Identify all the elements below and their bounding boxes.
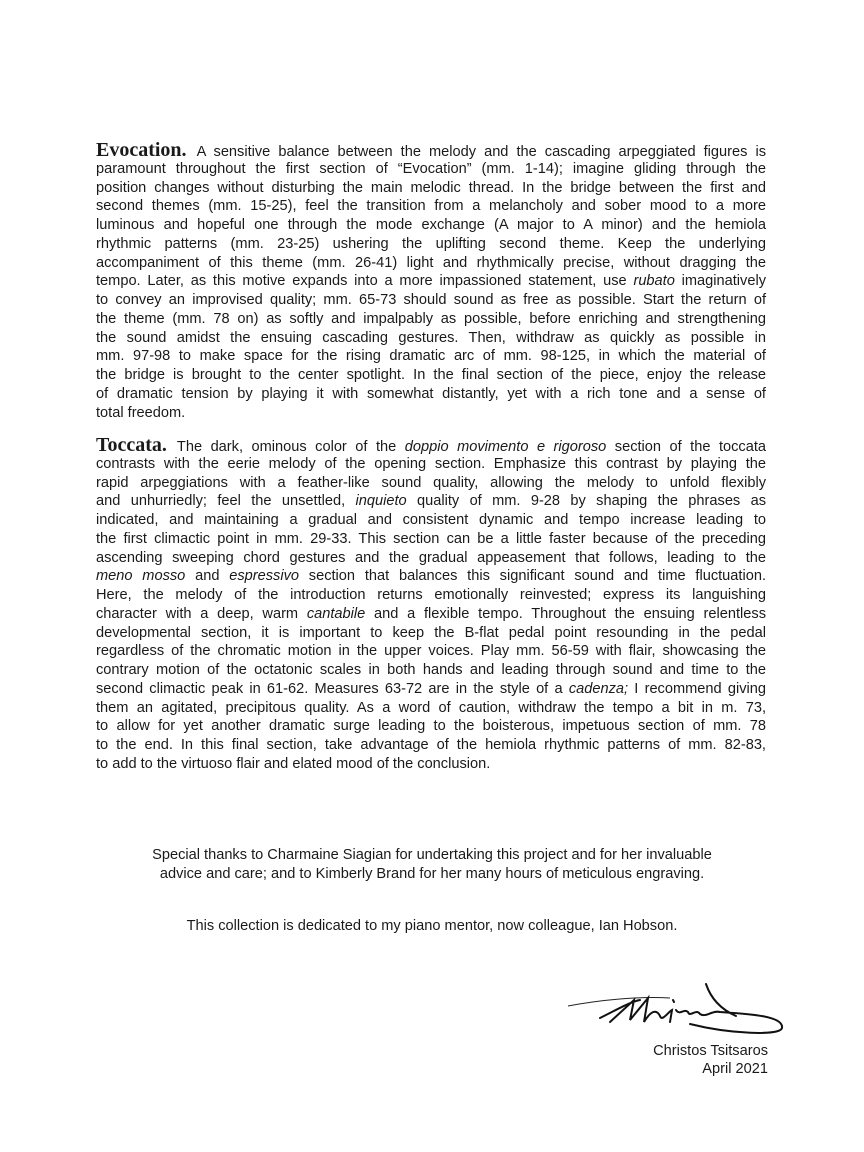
text-line	[96, 436, 766, 455]
thanks-line: Special thanks to Charmaine Siagian for undertaking this project and for her invaluable	[152, 847, 712, 863]
signature-name: Christos Tsitsaros	[653, 1043, 768, 1059]
italic-term: cadenza;	[568, 680, 629, 697]
text-segment: to allow for yet another dramatic surge leading to the boisterous, impetuous section of mm. 78	[96, 718, 766, 735]
text-segment: Here, the melody of the introduction returns emotionally reinvested; express its languishing	[96, 587, 766, 603]
text-segment: developmental section, it is important to keep the B-flat pedal point resounding in the pedal	[96, 624, 766, 641]
text-line	[96, 567, 766, 586]
text-segment: contrary motion of the octatonic scales in both hands and leading through sound and time to the	[96, 662, 766, 678]
text-segment: section of the toccata	[606, 439, 767, 455]
text-segment: and	[185, 568, 230, 585]
text-line	[96, 661, 766, 680]
text-line	[96, 197, 766, 216]
text-line	[96, 699, 766, 718]
text-segment: regardless of the chromatic motion in the upper voices. Play mm. 56-59 with flair, showcasing the	[96, 643, 766, 660]
italic-term: inquieto	[355, 493, 407, 510]
text-segment: of dramatic tension by playing it with somewhat distantly, yet with a rich tone and a sense of	[96, 385, 766, 402]
handwritten-signature	[560, 978, 792, 1040]
text-line	[96, 642, 766, 661]
italic-term: rubato	[633, 273, 675, 290]
section-heading: Evocation.	[96, 139, 187, 161]
text-segment: second themes (mm. 15-25), feel the transition from a melancholy and sober mood to a more	[96, 198, 766, 215]
text-segment: The dark, ominous color of the	[176, 439, 405, 455]
text-line	[96, 160, 766, 179]
text-line	[96, 329, 766, 348]
text-segment: paramount throughout the first section of “Evocation” (mm. 1-14); imagine gliding through the	[96, 160, 766, 177]
text-segment: and unhurriedly; feel the unsettled,	[96, 493, 356, 510]
text-line	[96, 366, 766, 385]
text-segment: I recommend giving	[628, 680, 766, 697]
acknowledgements	[0, 846, 864, 884]
text-line	[96, 511, 766, 530]
text-segment: quality of mm. 9-28 by shaping the phrases as	[406, 493, 767, 510]
text-line	[96, 624, 766, 643]
text-line	[96, 254, 766, 273]
text-line	[96, 530, 766, 549]
text-segment: ascending sweeping chord gestures and the gradual appeasement that follows, leading to the	[96, 549, 766, 566]
text-segment: the theme (mm. 78 on) as softly and impalpably as possible, before enriching and strengthening	[96, 310, 766, 327]
toccata-paragraph	[96, 436, 766, 774]
text-line	[96, 605, 766, 624]
text-segment: to convey an improvised quality; mm. 65-73 should sound as free as possible. Start the return of	[96, 292, 766, 308]
text-segment: luminous and hopeful one through the mode exchange (A major to A minor) and the hemiola	[96, 217, 766, 233]
signature-date: April 2021	[702, 1061, 768, 1077]
section-heading: Toccata.	[96, 434, 167, 456]
text-segment: to the end. In this final section, take advantage of the hemiola rhythmic patterns of mm. 82-83,	[96, 737, 766, 753]
text-line	[96, 736, 766, 755]
text-line	[96, 141, 766, 160]
text-line	[96, 455, 766, 474]
text-segment: accompaniment of this theme (mm. 26-41) light and rhythmically precise, without dragging the	[96, 254, 766, 271]
text-line	[96, 272, 766, 291]
text-line	[96, 385, 766, 404]
text-line	[96, 216, 766, 235]
text-segment: and a flexible tempo. Throughout the ensuing relentless	[365, 605, 766, 622]
text-line	[96, 310, 766, 329]
text-segment: the bridge is brought to the center spotlight. In the final section of the piece, enjoy the release	[96, 367, 766, 383]
evocation-paragraph	[96, 141, 766, 422]
dedication: This collection is dedicated to my piano mentor, now colleague, Ian Hobson.	[186, 918, 678, 934]
text-segment: rapid arpeggiations with a feather-like sound quality, allowing the melody to unfold flexibly	[96, 474, 766, 491]
text-line	[96, 235, 766, 254]
text-segment: position changes without disturbing the main melodic thread. In the bridge between the first and	[96, 179, 766, 196]
text-line	[96, 755, 766, 774]
text-segment: contrasts with the eerie melody of the opening section. Emphasize this contrast by playing the	[96, 455, 766, 472]
text-line	[96, 586, 766, 605]
italic-term: cantabile	[306, 605, 366, 622]
text-segment: the sound amidst the ensuing cascading gestures. Then, withdraw as quickly as possible in	[96, 329, 766, 346]
text-line	[96, 474, 766, 493]
text-line	[96, 717, 766, 736]
text-segment: character with a deep, warm	[96, 605, 307, 622]
text-line	[96, 179, 766, 198]
text-line	[96, 404, 766, 423]
text-segment: the first climactic point in mm. 29-33. This section can be a little faster because of the preceding	[96, 530, 766, 547]
text-line	[96, 291, 766, 310]
text-line	[96, 549, 766, 568]
text-line	[96, 680, 766, 699]
text-segment: total freedom.	[96, 404, 186, 421]
text-segment: to add to the virtuoso flair and elated mood of the conclusion.	[96, 755, 491, 772]
text-segment: A sensitive balance between the melody and the cascading arpeggiated figures is	[196, 144, 766, 160]
text-segment: imaginatively	[674, 273, 766, 290]
italic-term: espressivo	[229, 568, 299, 585]
thanks-line: advice and care; and to Kimberly Brand for her many hours of meticulous engraving.	[159, 866, 705, 882]
text-line	[96, 347, 766, 366]
italic-term: doppio movimento e rigoroso	[404, 439, 607, 455]
text-segment: section that balances this significant sound and time fluctuation.	[299, 568, 767, 585]
text-segment: tempo. Later, as this motive expands into a more impassioned statement, use	[96, 273, 634, 290]
text-segment: indicated, and maintaining a gradual and consistent dynamic and tempo increase leading to	[96, 512, 766, 528]
italic-term: meno mosso	[96, 568, 186, 585]
text-line	[96, 492, 766, 511]
text-segment: second climactic peak in 61-62. Measures 63-72 are in the style of a	[96, 680, 569, 697]
text-segment: them an agitated, precipitous quality. As a word of caution, withdraw the tempo a bit in m. 73,	[96, 699, 766, 716]
text-segment: mm. 97-98 to make space for the rising dramatic arc of mm. 98-125, in which the material of	[96, 348, 766, 365]
text-segment: rhythmic patterns (mm. 23-25) ushering the uplifting second theme. Keep the underlying	[96, 235, 766, 252]
